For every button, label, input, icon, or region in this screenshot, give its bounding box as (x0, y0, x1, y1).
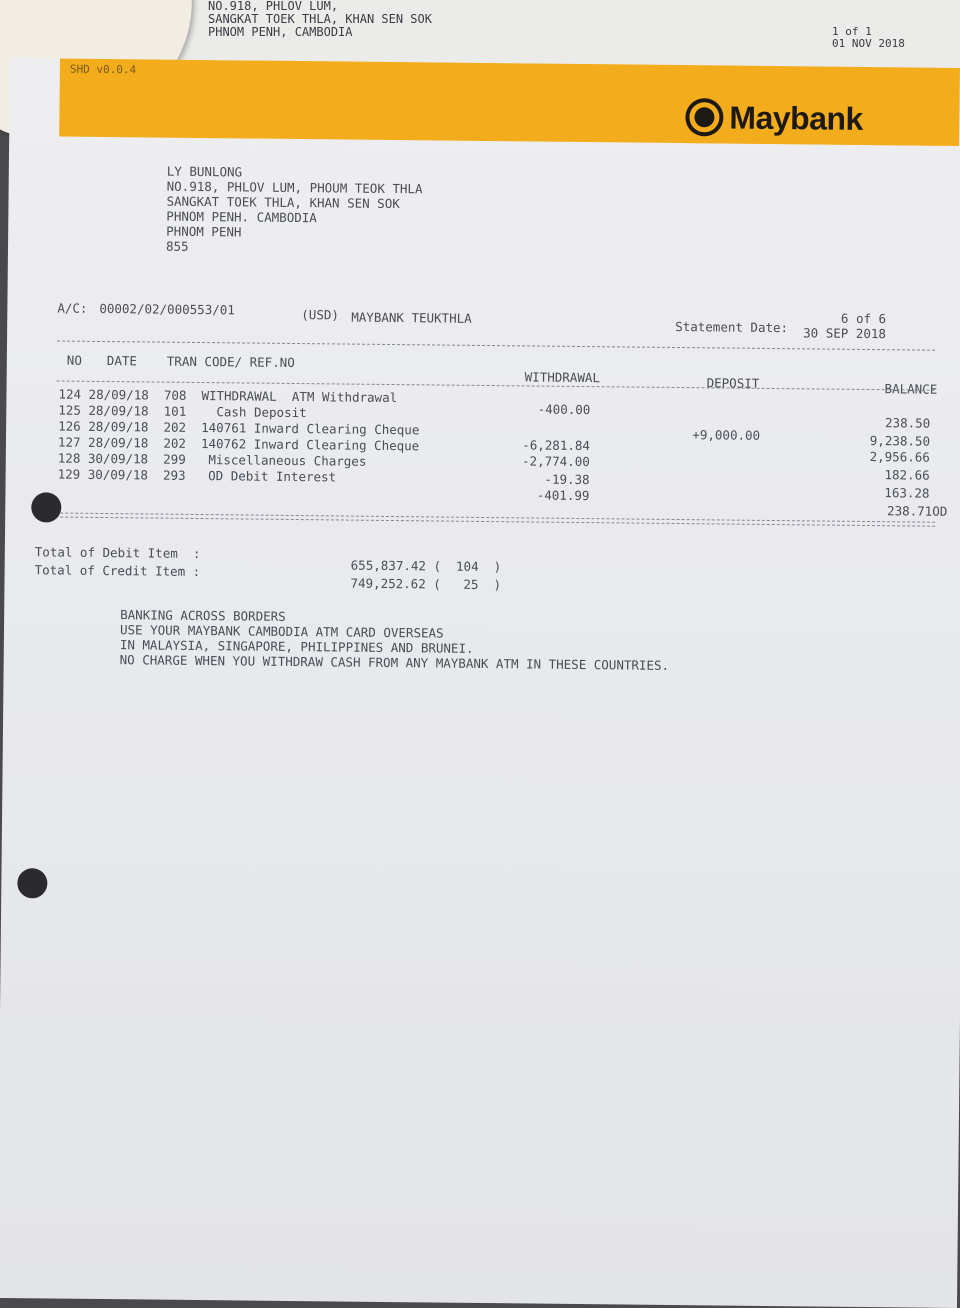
col-header-balance: BALANCE (884, 381, 938, 397)
withdrawal-amount: -400.00 (537, 401, 591, 418)
total-debit-amount: 655,837.42 (350, 557, 427, 574)
col-header-deposit: DEPOSIT (706, 375, 760, 391)
address-line: PHNOM PENH. CAMBODIA (166, 208, 317, 226)
address-line: 855 (165, 238, 189, 254)
branch-name: MAYBANK TEUKTHLA (351, 309, 472, 326)
table-row: 127 28/09/18 202 140762 Inward Clearing Cheque (57, 434, 420, 454)
balance-amount: 163.28 (884, 485, 930, 501)
withdrawal-amount: -2,774.00 (521, 453, 590, 470)
promo-line: BANKING ACROSS BORDERS (120, 607, 286, 624)
table-row: 125 28/09/18 101 Cash Deposit (58, 402, 307, 421)
form-code: SHD v0.0.4 (69, 62, 137, 77)
col-header-no: NO (66, 352, 82, 368)
brand-name: Maybank (729, 99, 864, 137)
total-credit-row: 749,252.62 ( 25 ) (350, 575, 502, 593)
customer-name: LY BUNLONG (166, 163, 243, 180)
withdrawal-amount: -19.38 (544, 471, 590, 488)
table-row: 129 30/09/18 293 OD Debit Interest (57, 466, 337, 485)
punch-hole (31, 492, 61, 522)
balance-amount: 238.71OD (887, 503, 948, 519)
total-credit-label: Total of Credit Item : (34, 562, 201, 580)
promo-line: IN MALAYSIA, SINGAPORE, PHILIPPINES AND BRUNEI. (119, 637, 474, 656)
statement-date: 30 SEP 2018 (803, 325, 887, 342)
page-meta (803, 310, 886, 341)
previous-page-address (208, 0, 432, 39)
account-number: 00002/02/000553/01 (99, 300, 235, 318)
previous-page-number: 1 of 1 (832, 25, 872, 38)
header-rule-top (57, 341, 935, 351)
withdrawal-amount: -401.99 (536, 487, 590, 504)
previous-address-line: NO.918, PHLOV LUM, (208, 0, 339, 13)
previous-page-info (832, 26, 905, 50)
col-header-withdrawal: WITHDRAWAL (524, 369, 601, 386)
address-line: PHNOM PENH (166, 223, 242, 240)
account-label: A/C: (57, 300, 88, 316)
balance-amount: 9,238.50 (869, 433, 931, 449)
statement-date-label: Statement Date: (675, 318, 789, 336)
total-debit-count: 104 (455, 558, 479, 574)
tiger-head-icon (685, 98, 723, 136)
promo-line: NO CHARGE WHEN YOU WITHDRAW CASH FROM ANY MAYBANK ATM IN THESE COUNTRIES. (119, 652, 670, 673)
col-header-tran-code: TRAN CODE/ REF.NO (166, 353, 295, 370)
account-currency: (USD) (301, 307, 340, 323)
withdrawal-amount: -6,281.84 (522, 437, 591, 454)
customer-address-block (166, 164, 423, 257)
table-row: 128 30/09/18 299 Miscellaneous Charges (57, 450, 367, 469)
col-header-date: DATE (106, 353, 138, 369)
table-row: 124 28/09/18 708 WITHDRAWAL ATM Withdrawal (58, 386, 398, 406)
previous-address-line: SANGKAT TOEK THLA, KHAN SEN SOK (208, 12, 432, 26)
previous-address-line: PHNOM PENH, CAMBODIA (208, 25, 353, 39)
previous-page-date: 01 NOV 2018 (832, 37, 905, 50)
total-debit-row: 655,837.42 ( 104 ) (350, 557, 502, 575)
address-line: NO.918, PHLOV LUM, PHOUM TEOK THLA (166, 178, 423, 197)
maybank-logo (685, 91, 942, 146)
total-credit-amount: 749,252.62 (350, 575, 426, 592)
balance-amount: 238.50 (884, 415, 931, 431)
statement-sheet (0, 58, 960, 1308)
balance-amount: 2,956.66 (869, 449, 930, 465)
punch-hole (17, 868, 47, 898)
balance-amount: 182.66 (884, 467, 930, 483)
table-row: 126 28/09/18 202 140761 Inward Clearing Cheque (58, 418, 420, 438)
deposit-amount: +9,000.00 (692, 427, 761, 443)
address-line: SANGKAT TOEK THLA, KHAN SEN SOK (166, 193, 400, 212)
total-debit-label: Total of Debit Item : (34, 544, 201, 562)
total-credit-count: 25 (463, 576, 479, 592)
promo-line: USE YOUR MAYBANK CAMBODIA ATM CARD OVERSEAS (119, 622, 444, 641)
promo-message (120, 607, 670, 673)
page-number: 6 of 6 (840, 310, 887, 327)
